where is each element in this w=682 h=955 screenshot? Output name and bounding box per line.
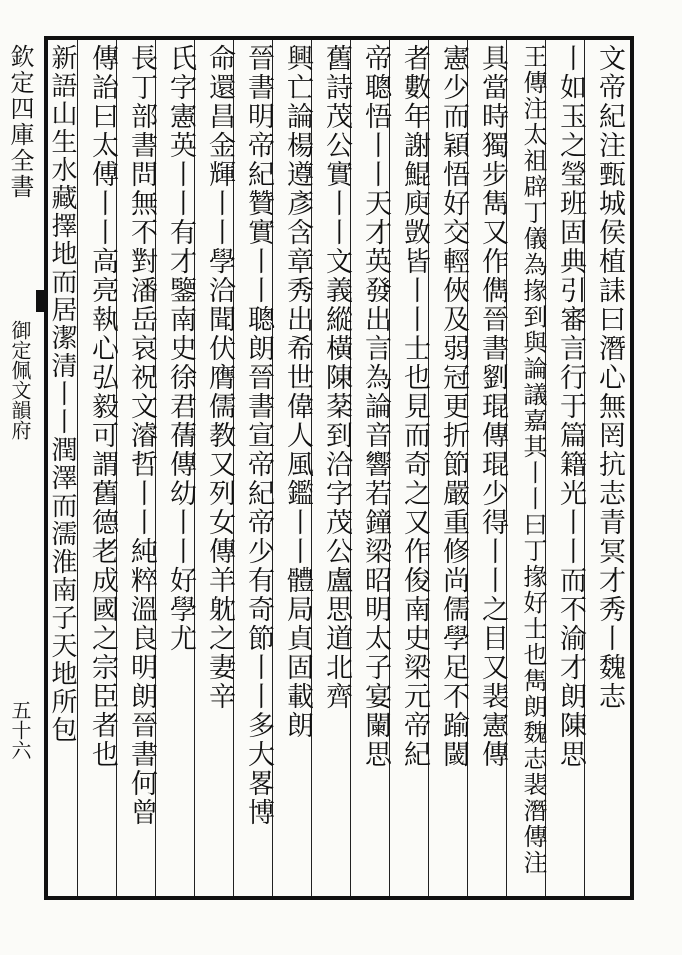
text-column-9: 興亡論楊遵彥含章秀出希世偉人風鑑丨丨體局貞固載朗 bbox=[282, 44, 313, 740]
text-column-15: 新語山生水藏擇地而居潔清丨丨潤澤而濡淮南子天地所包 bbox=[47, 44, 77, 744]
text-column-13: 長丁部書問無不對潘岳哀祝文濬哲丨丨純粹溫良明朗晉書何曾 bbox=[126, 44, 157, 827]
text-column-1: 文帝紀注甄城侯植誄曰潛心無罔抗志青冥才秀丨魏志 bbox=[594, 44, 625, 711]
text-column-7: 帝聰悟丨丨天才英發出言為論音響若鐘梁昭明太子宴闌思 bbox=[360, 44, 391, 769]
text-column-4: 具當時獨步雋又作儁晉書劉琨傳琨少得丨丨之目又裴憲傳 bbox=[477, 44, 508, 769]
text-column-3: 王傳注太祖辟丁儀為掾到與論議嘉其丨丨曰丁掾好士也雋朗魏志裴潛傳注 bbox=[519, 44, 547, 876]
text-column-6: 者數年謝鯤庾敳皆丨丨士也見而奇之又作俊南史梁元帝紀 bbox=[399, 44, 430, 769]
page-number: 五十六 bbox=[8, 700, 32, 760]
margin-title: 欽定四庫全書 bbox=[6, 44, 34, 200]
margin-subtitle: 御定佩文韻府 bbox=[8, 320, 32, 440]
text-column-2: 丨如玉之瑩班固典引審言行于篇籍光丨丨而不渝才朗陳思 bbox=[555, 44, 586, 769]
text-column-14: 傳詒曰太傅丨丨高亮執心弘毅可謂舊德老成國之宗臣者也 bbox=[87, 44, 118, 769]
text-column-10: 晉書明帝紀贊實丨丨聰朗晉書宣帝紀帝少有奇節丨丨多大畧博 bbox=[243, 44, 274, 827]
text-column-8: 舊詩茂公實丨丨文義縱橫陳棻到洽字茂公盧思道北齊 bbox=[321, 44, 352, 711]
text-column-11: 命還昌金輝丨丨學洽聞伏膺儒教又列女傳羊躭之妻辛 bbox=[204, 44, 235, 711]
fishtail-mark bbox=[36, 290, 44, 312]
text-column-12: 氏字憲英丨丨有才鑒南史徐君蒨傳幼丨丨好學尤 bbox=[165, 44, 196, 653]
text-column-5: 憲少而穎悟好交輕俠及弱冠更折節嚴重修尚儒學足不踰閾 bbox=[438, 44, 469, 769]
